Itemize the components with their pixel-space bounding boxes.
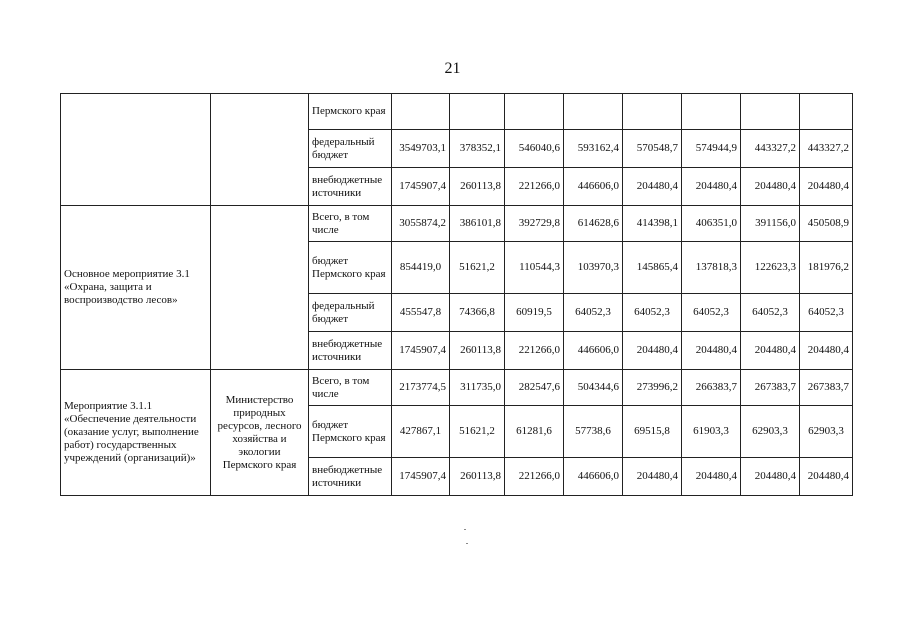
value-cell: 64052,3 (682, 294, 741, 332)
table-row (61, 206, 853, 242)
value-cell: 74366,8 (450, 294, 505, 332)
value-cell: 446606,0 (564, 332, 623, 370)
value-cell: 1745907,4 (392, 458, 450, 496)
value-cell: 574944,9 (682, 130, 741, 168)
value-cell: 204480,4 (682, 168, 741, 206)
value-cell: 61281,6 (505, 406, 564, 458)
value-cell: 392729,8 (505, 206, 564, 242)
value-cell: 61903,3 (682, 406, 741, 458)
value-cell: 204480,4 (741, 168, 800, 206)
value-cell: 221266,0 (505, 332, 564, 370)
value-cell: 378352,1 (450, 130, 505, 168)
value-cell: 110544,3 (505, 242, 564, 294)
value-cell: 204480,4 (800, 332, 853, 370)
executor-cell (211, 206, 309, 370)
value-cell (741, 94, 800, 130)
value-cell: 204480,4 (741, 458, 800, 496)
table-row (61, 370, 853, 406)
value-cell: 204480,4 (623, 168, 682, 206)
value-cell: 570548,7 (623, 130, 682, 168)
value-cell: 386101,8 (450, 206, 505, 242)
value-cell: 406351,0 (682, 206, 741, 242)
value-cell: 546040,6 (505, 130, 564, 168)
value-cell: 427867,1 (392, 406, 450, 458)
value-cell: 204480,4 (682, 458, 741, 496)
value-cell: 2173774,5 (392, 370, 450, 406)
value-cell: 593162,4 (564, 130, 623, 168)
value-cell: 1745907,4 (392, 168, 450, 206)
value-cell: 443327,2 (800, 130, 853, 168)
source-cell: федеральный бюджет (309, 294, 392, 332)
source-cell: внебюджетные источники (309, 332, 392, 370)
source-cell: федеральный бюджет (309, 130, 392, 168)
value-cell: 62903,3 (741, 406, 800, 458)
value-cell: 60919,5 (505, 294, 564, 332)
value-cell: 282547,6 (505, 370, 564, 406)
executor-cell: Министерство природных ресурсов, лесного хозяйства и экологии Пермского края (211, 370, 309, 496)
value-cell: 62903,3 (800, 406, 853, 458)
value-cell (564, 94, 623, 130)
value-cell: 64052,3 (741, 294, 800, 332)
value-cell: 446606,0 (564, 168, 623, 206)
value-cell: 1745907,4 (392, 332, 450, 370)
value-cell: 260113,8 (450, 168, 505, 206)
value-cell (800, 94, 853, 130)
value-cell: 391156,0 (741, 206, 800, 242)
value-cell: 145865,4 (623, 242, 682, 294)
value-cell: 181976,2 (800, 242, 853, 294)
value-cell (505, 94, 564, 130)
value-cell: 204480,4 (800, 168, 853, 206)
source-cell: бюджет Пермского края (309, 242, 392, 294)
budget-table (60, 93, 853, 496)
value-cell: 267383,7 (741, 370, 800, 406)
value-cell: 51621,2 (450, 406, 505, 458)
value-cell: 221266,0 (505, 168, 564, 206)
value-cell: 204480,4 (741, 332, 800, 370)
value-cell: 221266,0 (505, 458, 564, 496)
value-cell: 266383,7 (682, 370, 741, 406)
value-cell: 64052,3 (564, 294, 623, 332)
scan-speck (464, 529, 466, 530)
value-cell: 3549703,1 (392, 130, 450, 168)
value-cell: 260113,8 (450, 458, 505, 496)
value-cell: 455547,8 (392, 294, 450, 332)
source-cell: бюджет Пермского края (309, 406, 392, 458)
value-cell: 204480,4 (623, 332, 682, 370)
scan-speck (466, 543, 468, 544)
source-cell: Пермского края (309, 94, 392, 130)
source-cell: Всего, в том числе (309, 206, 392, 242)
value-cell (623, 94, 682, 130)
source-cell: внебюджетные источники (309, 458, 392, 496)
value-cell: 64052,3 (800, 294, 853, 332)
value-cell: 69515,8 (623, 406, 682, 458)
value-cell: 3055874,2 (392, 206, 450, 242)
table-row (61, 94, 853, 130)
value-cell: 204480,4 (800, 458, 853, 496)
value-cell: 273996,2 (623, 370, 682, 406)
value-cell: 51621,2 (450, 242, 505, 294)
measure-name-cell (61, 94, 211, 206)
executor-cell (211, 94, 309, 206)
measure-name-cell: Мероприятие 3.1.1 «Обеспечение деятельности (оказание услуг, выполнение работ) государственных учреждений (организаций)» (61, 370, 211, 496)
value-cell: 260113,8 (450, 332, 505, 370)
source-cell: Всего, в том числе (309, 370, 392, 406)
source-cell: внебюджетные источники (309, 168, 392, 206)
value-cell: 57738,6 (564, 406, 623, 458)
value-cell: 446606,0 (564, 458, 623, 496)
value-cell: 443327,2 (741, 130, 800, 168)
value-cell: 204480,4 (623, 458, 682, 496)
value-cell: 204480,4 (682, 332, 741, 370)
value-cell: 414398,1 (623, 206, 682, 242)
value-cell: 64052,3 (623, 294, 682, 332)
value-cell (682, 94, 741, 130)
value-cell: 614628,6 (564, 206, 623, 242)
measure-name-cell: Основное мероприятие 3.1 «Охрана, защита и воспроизводство лесов» (61, 206, 211, 370)
value-cell: 311735,0 (450, 370, 505, 406)
page-number: 21 (444, 60, 461, 77)
value-cell (450, 94, 505, 130)
value-cell: 450508,9 (800, 206, 853, 242)
value-cell (392, 94, 450, 130)
value-cell: 137818,3 (682, 242, 741, 294)
value-cell: 122623,3 (741, 242, 800, 294)
value-cell: 854419,0 (392, 242, 450, 294)
value-cell: 504344,6 (564, 370, 623, 406)
value-cell: 267383,7 (800, 370, 853, 406)
value-cell: 103970,3 (564, 242, 623, 294)
